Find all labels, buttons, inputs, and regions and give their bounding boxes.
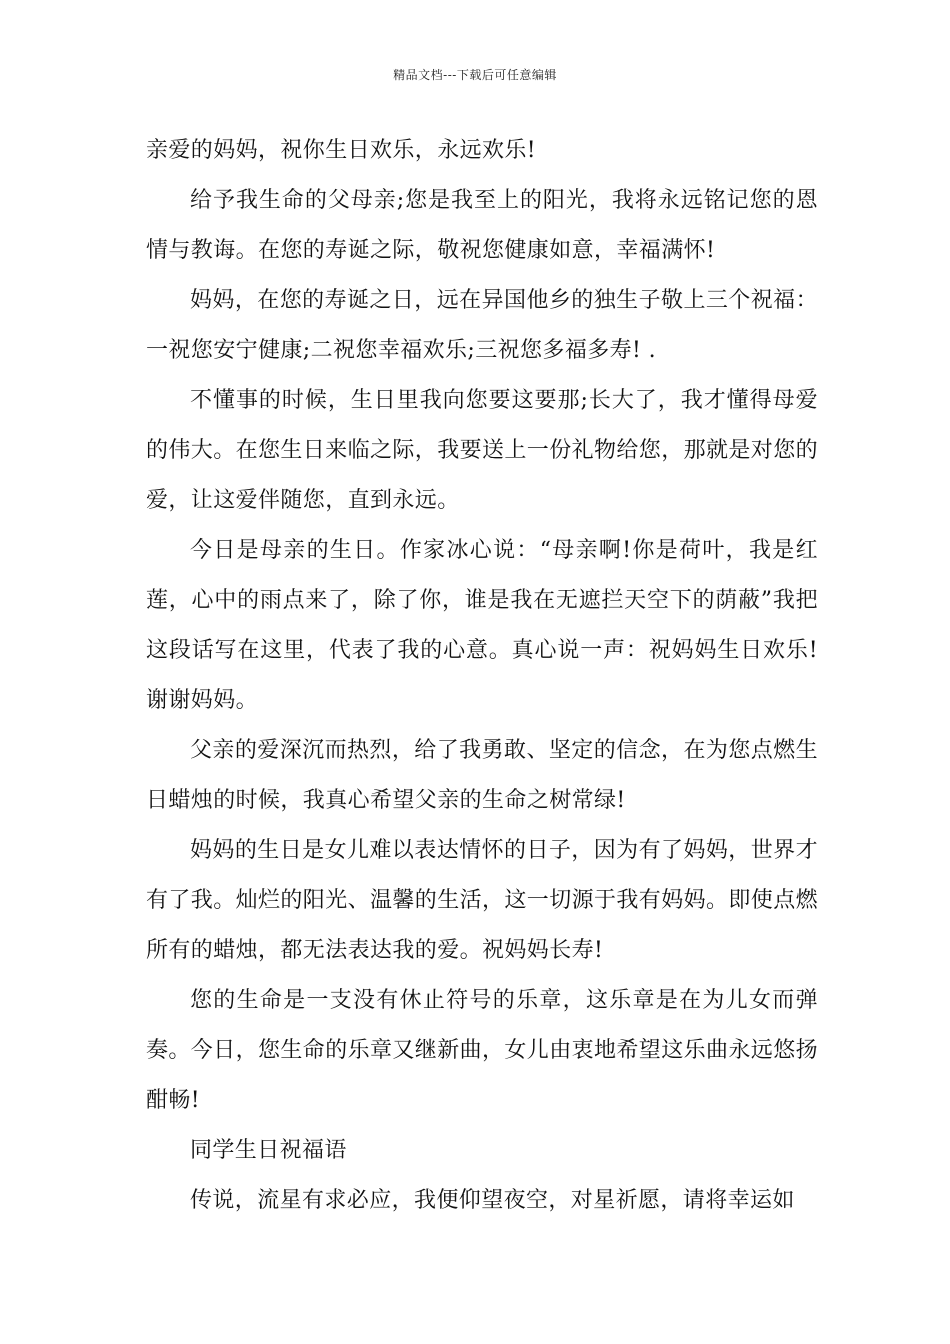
document-body [146,126,818,1226]
paragraph-9: 传说，流星有求必应，我便仰望夜空，对星祈愿，请将幸运如 [190,1188,795,1213]
paragraph-1: 亲爱的妈妈，祝你生日欢乐，永远欢乐! [146,138,537,163]
page-header: 精品文档---下载后可任意编辑 [393,68,557,82]
section-heading: 同学生日祝福语 [190,1138,347,1163]
paragraph-8: 您的生命是一支没有休止符号的乐章，这乐章是在为儿女而弹奏。今日，您生命的乐章又继新曲，女儿由衷地希望这乐曲永远悠扬酣畅! [146,988,819,1113]
paragraph-6: 父亲的爱深沉而热烈，给了我勇敢、坚定的信念，在为您点燃生日蜡烛的时候，我真心希望父亲的生命之树常绿! [146,738,818,813]
paragraph-4: 不懂事的时候，生日里我向您要这要那;长大了，我才懂得母爱的伟大。在您生日来临之际，我要送上一份礼物给您，那就是对您的爱，让这爱伴随您，直到永远。 [146,388,819,513]
paragraph-2: 给予我生命的父母亲;您是我至上的阳光，我将永远铭记您的恩情与教诲。在您的寿诞之际，敬祝您健康如意，幸福满怀! [146,188,818,263]
paragraph-3: 妈妈，在您的寿诞之日，远在异国他乡的独生子敬上三个祝福：一祝您安宁健康;二祝您幸福欢乐;三祝您多福多寿! . [146,288,818,363]
paragraph-7: 妈妈的生日是女儿难以表达情怀的日子，因为有了妈妈，世界才有了我。灿烂的阳光、温馨的生活，这一切源于我有妈妈。即使点燃所有的蜡烛，都无法表达我的爱。祝妈妈长寿! [146,838,819,963]
paragraph-5: 今日是母亲的生日。作家冰心说：“母亲啊!你是荷叶，我是红莲，心中的雨点来了，除了你，谁是我在无遮拦天空下的荫蔽”我把这段话写在这里，代表了我的心意。真心说一声：祝妈妈生日欢乐!谢谢妈妈。 [146,538,818,713]
